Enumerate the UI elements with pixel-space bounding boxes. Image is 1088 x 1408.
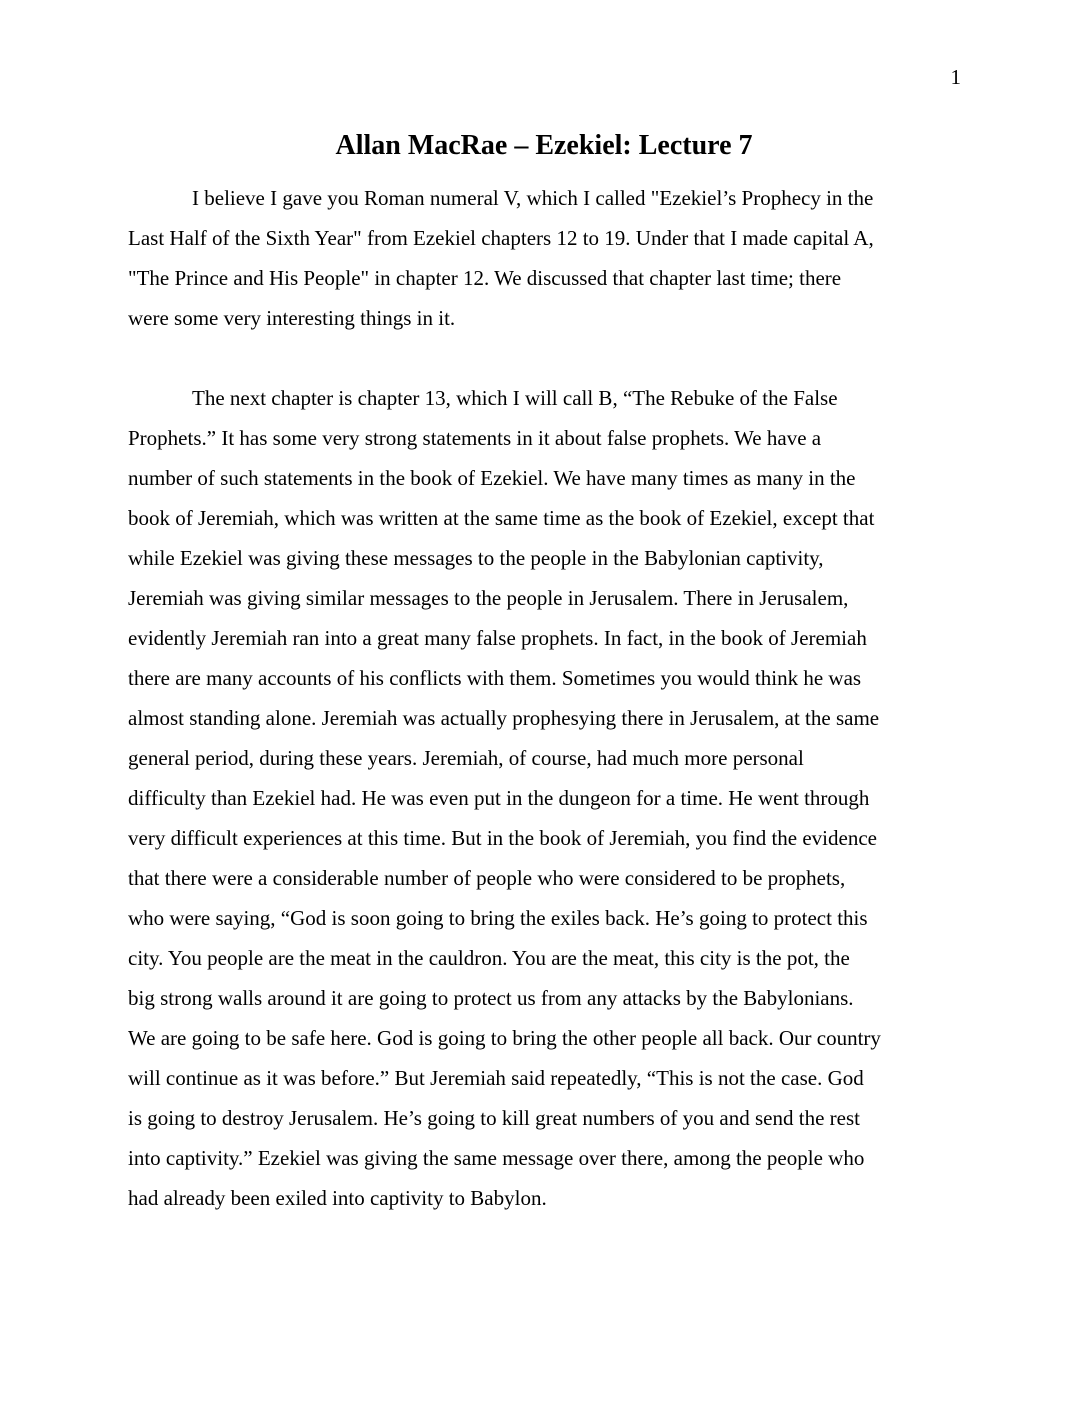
page-number: 1 [950, 65, 961, 89]
paragraph: I believe I gave you Roman numeral V, which I called "Ezekiel’s Prophecy in the Last Half of the Sixth Year" from Ezekiel chapters 12 to 19. Under that I made capital A, "The Prince and His People" in chapter 12. We discussed that chapter last time; there were some very interesting things in it. [128, 186, 874, 330]
paragraph: The next chapter is chapter 13, which I will call B, “The Rebuke of the False Prophets.” It has some very strong statements in it about false prophets. We have a number of such statements in the book of Ezekiel. We have many times as many in the book of Jeremiah, which was written at the same time as the book of Ezekiel, except that while Ezekiel was giving these messages to the people in the Babylonian captivity, Jeremiah was giving similar messages to the people in Jerusalem. There in Jerusalem, evidently Jeremiah ran into a great many false prophets. In fact, in the book of Jeremiah there are many accounts of his conflicts with them. Sometimes you would think he was almost standing alone. Jeremiah was actually prophesying there in Jerusalem, at the same general period, during these years. Jeremiah, of course, had much more personal difficulty than Ezekiel had. He was even put in the dungeon for a time. He went through very difficult experiences at this time. But in the book of Jeremiah, you find the evidence that there were a considerable number of people who were considered to be prophets, who were saying, “God is soon going to bring the exiles back. He’s going to protect this city. You people are the meat in the cauldron. You are the meat, this city is the pot, the big strong walls around it are going to protect us from any attacks by the Babylonians. We are going to be safe here. God is going to bring the other people all back. Our country will continue as it was before.” But Jeremiah said repeatedly, “This is not the case. God is going to destroy Jerusalem. He’s going to kill great numbers of you and send the rest into captivity.” Ezekiel was giving the same message over there, among the people who had already been exiled into captivity to Babylon. [128, 386, 881, 1210]
page-title: Allan MacRae – Ezekiel: Lecture 7 [335, 130, 753, 161]
document-body [128, 178, 962, 1258]
